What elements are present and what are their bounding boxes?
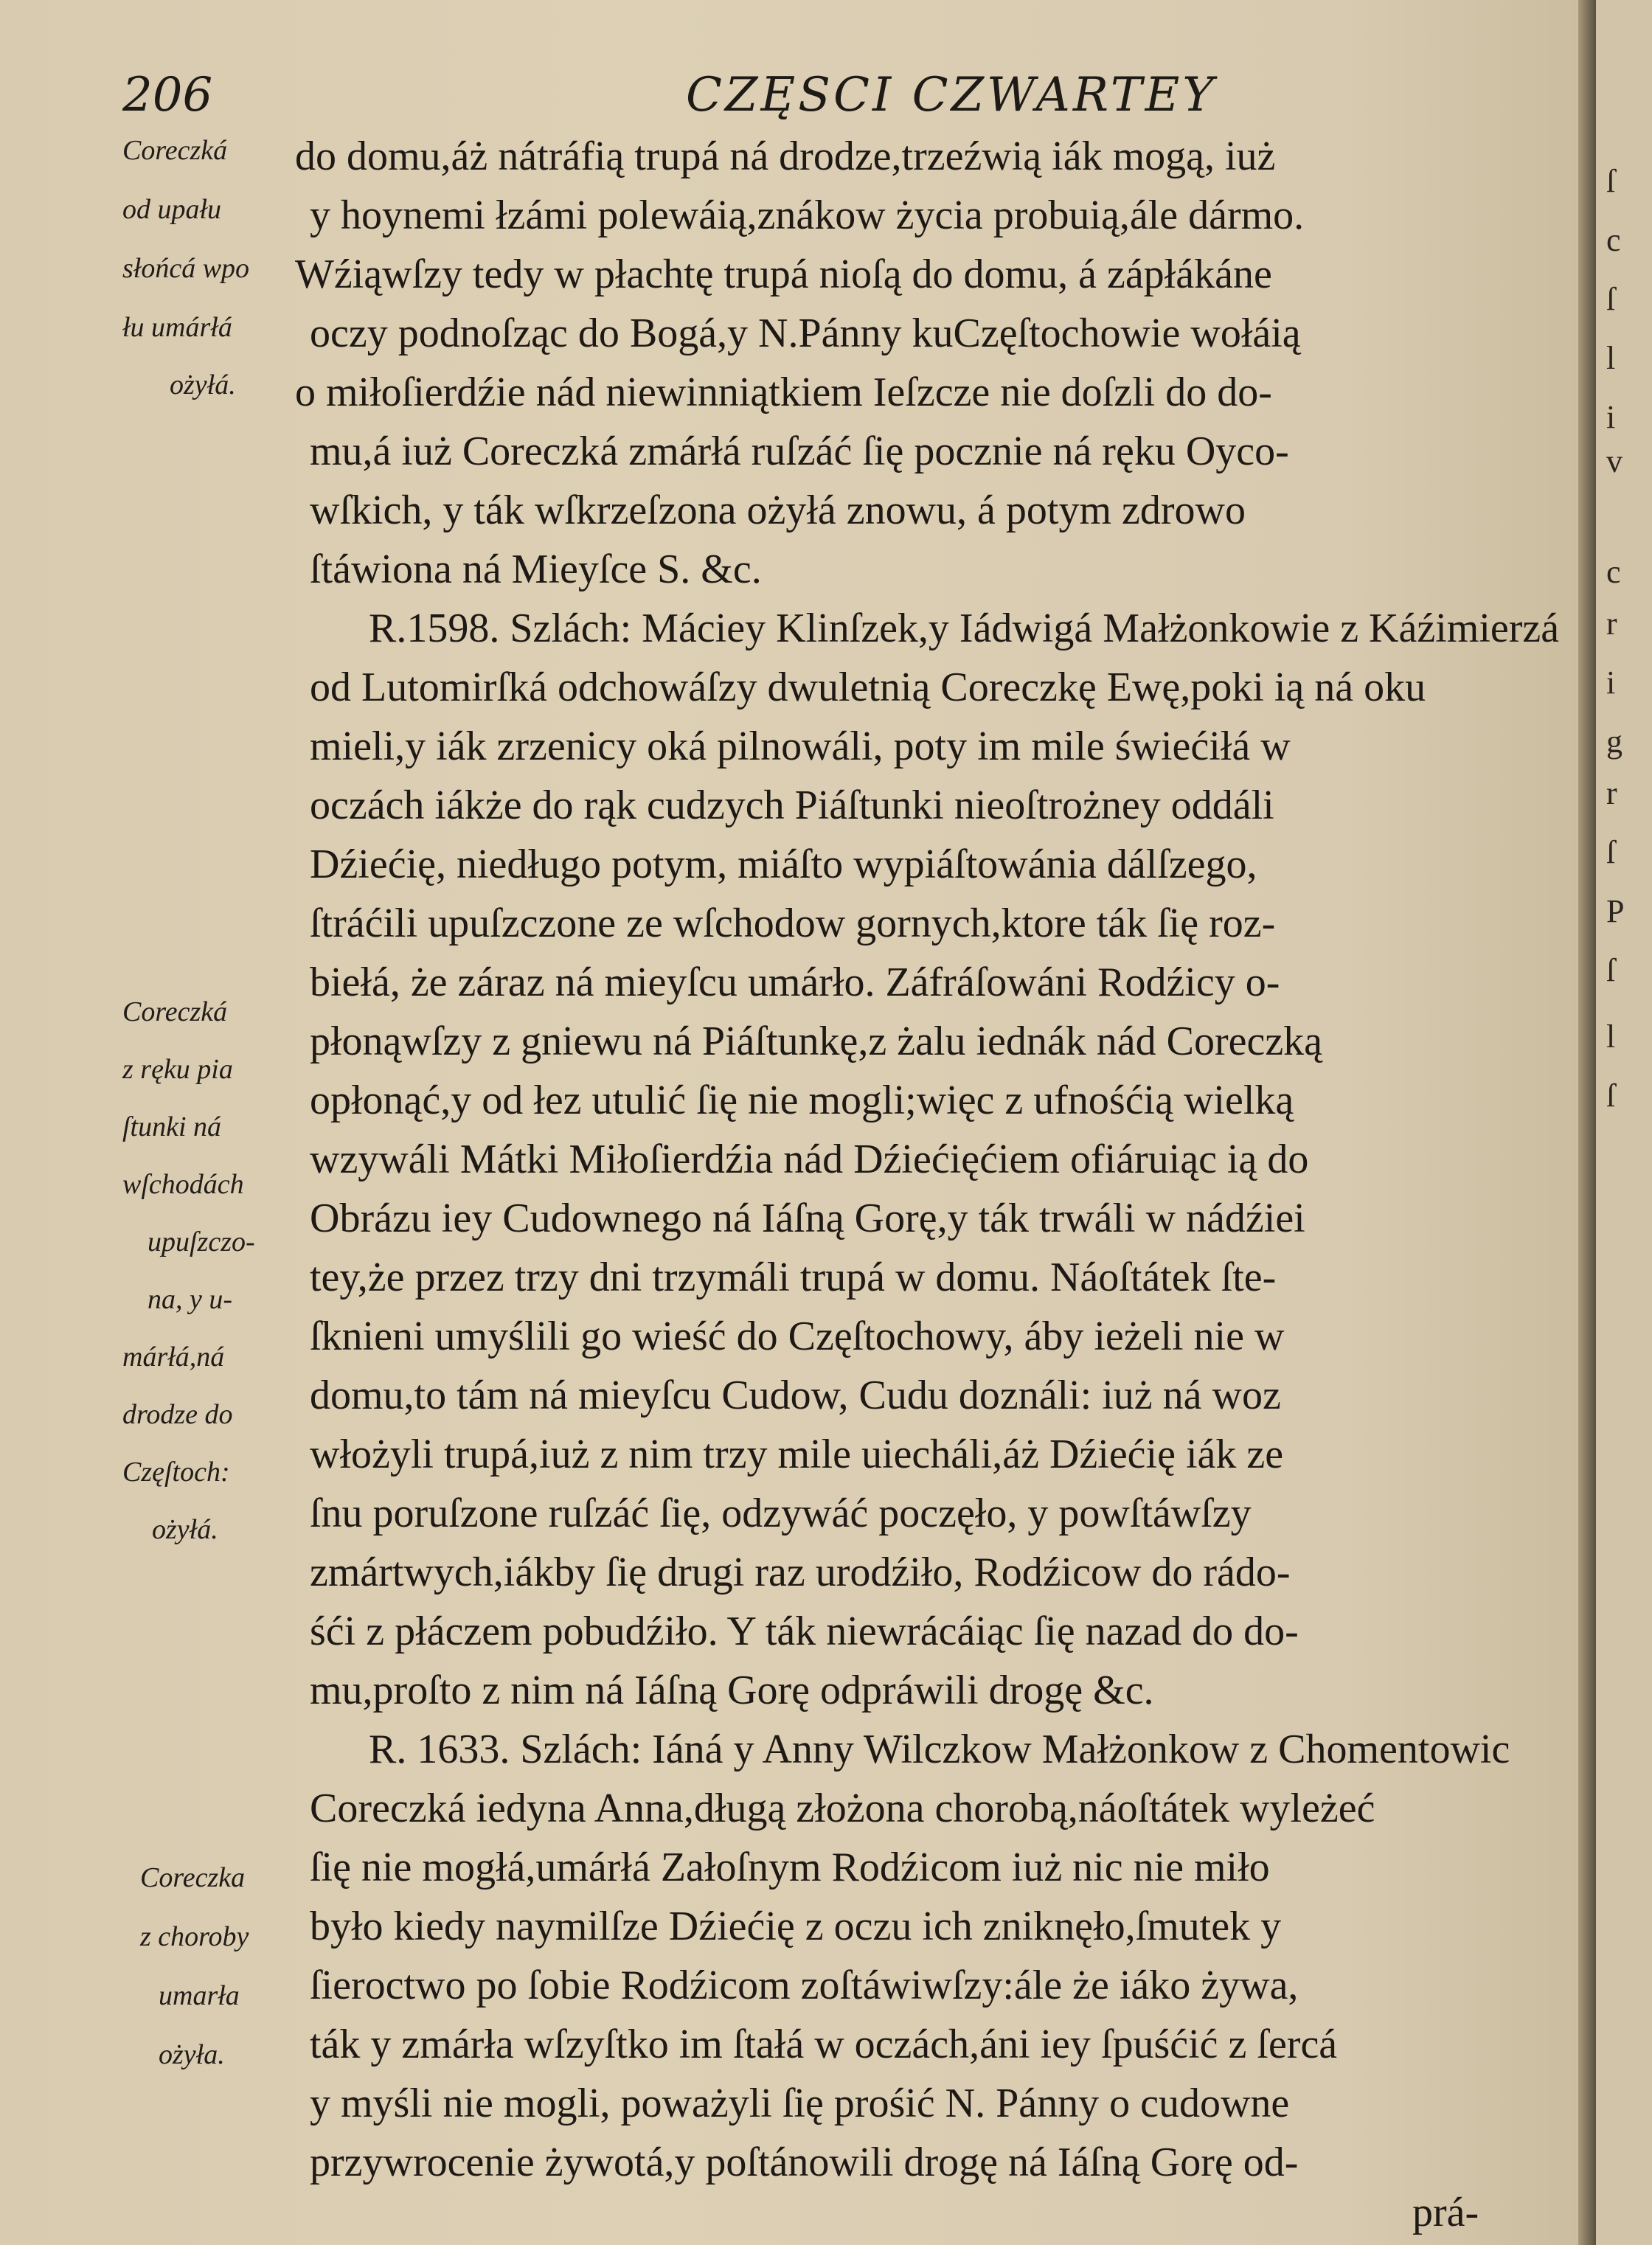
margin-note: Częſtoch: — [122, 1457, 230, 1488]
running-head: CZĘSCI CZWARTEY — [686, 68, 1217, 122]
book-gutter — [1578, 0, 1596, 2245]
margin-note: ożyłá. — [170, 369, 236, 400]
text-line: ták y zmárła wſzyſtko im ſtałá w oczách,áni iey ſpuśćić z ſercá — [310, 2022, 1338, 2067]
margin-note: wſchodách — [122, 1169, 244, 1200]
text-line: oczách iákże do rąk cudzych Piáſtunki nieoſtrożney oddáli — [310, 783, 1274, 828]
text-line: tey,że przez trzy dni trzymáli trupá w domu. Náoſtátek ſte- — [310, 1255, 1277, 1300]
margin-note: ſtunki ná — [122, 1111, 222, 1142]
text-line: oczy podnoſząc do Bogá,y N.Pánny kuCzęſtochowie wołáią — [310, 310, 1301, 356]
text-line: y myśli nie mogli, poważyli ſię prośić N. Pánny o cudowne — [310, 2081, 1290, 2126]
text-line: Obrázu iey Cudownego ná Iáſną Gorę,y ták trwáli w nádźiei — [310, 1196, 1305, 1241]
text-line: płonąwſzy z gniewu ná Piáſtunkę,z żalu iednák nád Coreczką — [310, 1019, 1323, 1064]
margin-note: Coreczká — [122, 996, 228, 1027]
text-line: było kiedy naymilſze Dźiećię z oczu ich zniknęło,ſmutek y — [310, 1904, 1282, 1949]
text-line: ſtáwiona ná Mieyſce S. &c. — [310, 546, 762, 592]
text-line: ſtráćili upuſzczone ze wſchodow gornych,ktore ták ſię roz- — [310, 901, 1276, 946]
margin-note: od upału — [122, 194, 222, 225]
text-line: przywrocenie żywotá,y poſtánowili drogę ná Iáſną Gorę od- — [310, 2140, 1299, 2185]
text-line: Coreczká iedyna Anna,długą złożona chorobą,náoſtátek wyleżeć — [310, 1786, 1375, 1831]
text-line: wzywáli Mátki Miłoſierdźia nád Dźiećięćiem ofiáruiąc ią do — [310, 1137, 1309, 1182]
facing-page-letter: ſ — [1606, 163, 1616, 199]
text-line: biełá, że záraz ná mieyſcu umárło. Záfráſowáni Rodźicy o- — [310, 960, 1280, 1005]
text-line: ſnu poruſzone ruſzáć ſię, odzywáć poczęło, y powſtáwſzy — [310, 1491, 1252, 1536]
text-line: mu,á iuż Coreczká zmárłá ruſzáć ſię pocznie ná ręku Oyco- — [310, 428, 1289, 474]
text-line: domu,to tám ná mieyſcu Cudow, Cudu doználi: iuż ná woz — [310, 1373, 1281, 1418]
text-line: Dźiećię, niedługo potym, miáſto wypiáſtowánia dálſzego, — [310, 842, 1257, 887]
text-line: zmártwych,iákby ſię drugi raz urodźiło, Rodźicow do rádo- — [310, 1550, 1291, 1595]
margin-note: upuſzczo- — [148, 1226, 255, 1257]
margin-note: drodze do — [122, 1399, 233, 1430]
facing-page-letter: ſ — [1606, 281, 1616, 317]
margin-note: Coreczka — [140, 1862, 246, 1893]
text-line: R. 1633. Szlách: Iáná y Anny Wilczkow Małżonkow z Chomentowic — [369, 1727, 1510, 1772]
facing-page-letter: i — [1606, 665, 1616, 701]
text-line: od Lutomirſká odchowáſzy dwuletnią Coreczkę Ewę,poki ią ná oku — [310, 665, 1426, 710]
facing-page-letter: r — [1606, 775, 1617, 811]
text-line: wſkich, y ták wſkrzeſzona ożyłá znowu, á potym zdrowo — [310, 487, 1246, 533]
text-line: mieli,y iák zrzenicy oká pilnowáli, poty im mile świećiłá w — [310, 724, 1291, 769]
text-line: ſię nie mogłá,umárłá Załoſnym Rodźicom iuż nic nie miło — [310, 1845, 1270, 1890]
text-line: Wźiąwſzy tedy w płachtę trupá nioſą do domu, á zápłákáne — [295, 251, 1272, 297]
text-line: ſieroctwo po ſobie Rodźicom zoſtáwiwſzy:ále że iáko żywa, — [310, 1963, 1299, 2008]
text-line: o miłoſierdźie nád niewinniątkiem Ieſzcze nie doſzli do do- — [295, 369, 1272, 415]
facing-page-letter: l — [1606, 1019, 1616, 1055]
text-line: śći z płáczem pobudźiło. Y ták niewrácáiąc ſię nazad do do- — [310, 1609, 1299, 1654]
text-line: włożyli trupá,iuż z nim trzy mile uiecháli,áż Dźiećię iák ze — [310, 1432, 1284, 1477]
text-line: y hoynemi łzámi polewáią,znákow życia probuią,ále dármo. — [310, 192, 1305, 238]
text-line: do domu,áż nátráfią trupá ná drodze,trzeźwią iák mogą, iuż — [295, 133, 1276, 179]
catchword: prá- — [1412, 2190, 1479, 2235]
margin-note: Coreczká — [122, 135, 228, 166]
facing-page-letter: l — [1606, 340, 1616, 376]
facing-page-letter: ſ — [1606, 952, 1616, 988]
text-line: ſknieni umyślili go wieść do Częſtochowy, áby ieżeli nie w — [310, 1314, 1285, 1359]
margin-note: słońcá wpo — [122, 253, 250, 284]
margin-note: umarła — [159, 1980, 240, 2011]
margin-note: na, y u- — [148, 1284, 233, 1315]
facing-page-letter: g — [1606, 724, 1622, 760]
facing-page-letter: ſ — [1606, 1078, 1616, 1114]
margin-note: z ręku pia — [122, 1054, 233, 1085]
text-line: R.1598. Szlách: Máciey Klinſzek,y Iádwigá Małżonkowie z Káźimierzá — [369, 606, 1560, 651]
facing-page-letter: c — [1606, 222, 1621, 258]
facing-page-letter: r — [1606, 606, 1617, 642]
page-number: 206 — [122, 68, 213, 122]
facing-page-letter: i — [1606, 399, 1616, 435]
facing-page-letter: P — [1606, 893, 1625, 929]
text-line: opłonąć,y od łez utulić ſię nie mogli;więc z ufnośćią wielką — [310, 1078, 1294, 1123]
margin-note: z choroby — [140, 1921, 249, 1952]
margin-note: łu umárłá — [122, 312, 232, 343]
facing-page-letter: ſ — [1606, 834, 1616, 870]
facing-page-letter: c — [1606, 554, 1621, 590]
margin-note: márłá,ná — [122, 1342, 225, 1373]
margin-note: ożyłá. — [152, 1514, 218, 1545]
facing-page-edge — [1596, 0, 1652, 2245]
facing-page-letter: v — [1606, 443, 1622, 479]
margin-note: ożyła. — [159, 2039, 225, 2070]
text-line: mu,proſto z nim ná Iáſną Gorę odpráwili drogę &c. — [310, 1668, 1154, 1713]
